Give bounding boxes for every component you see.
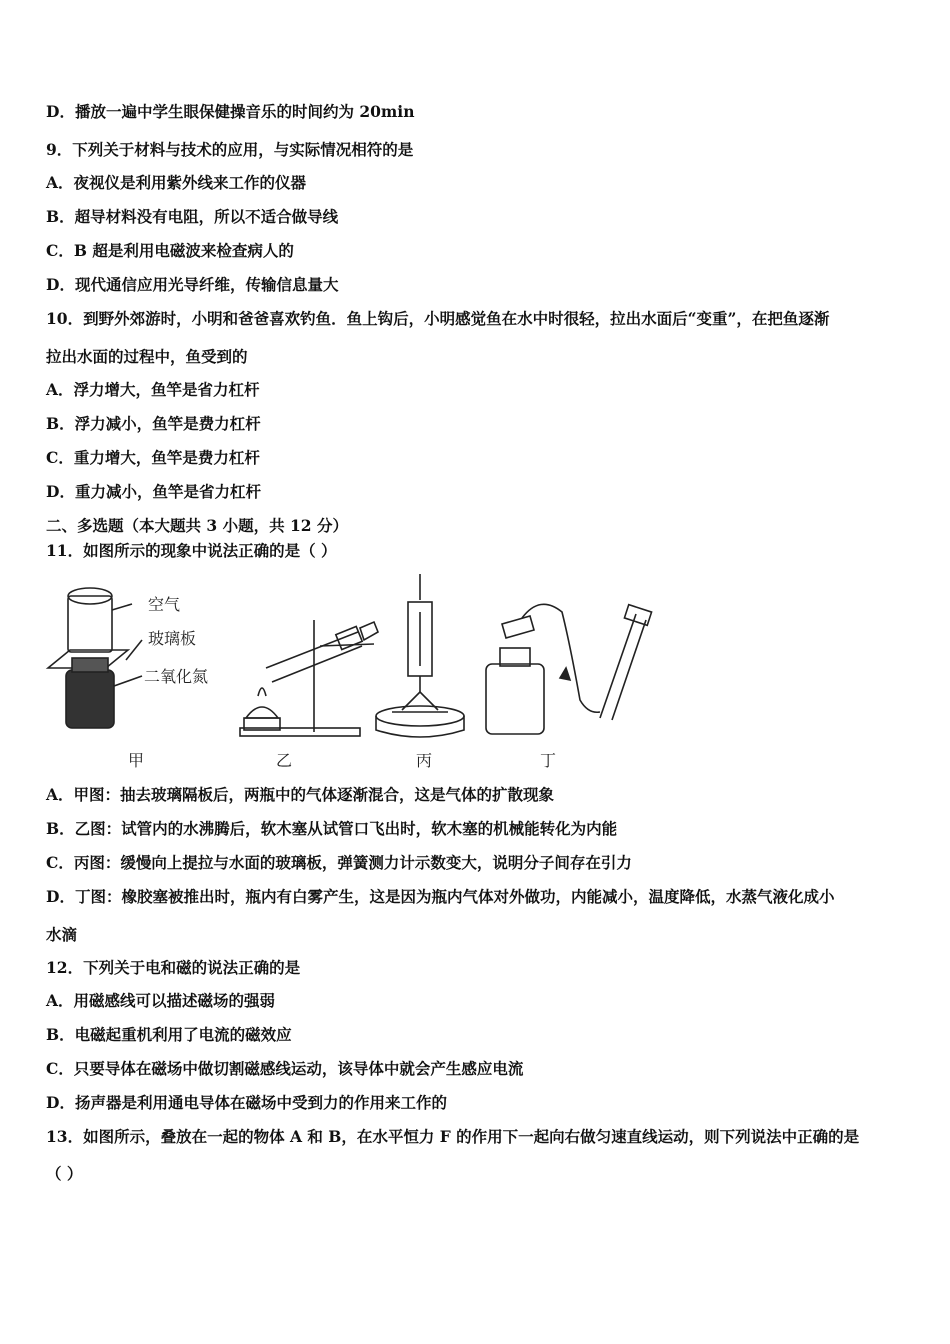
q10-stem-line2: 拉出水面的过程中，鱼受到的 [46,347,248,366]
label-no2: 二氧化氮 [144,667,209,686]
q12-option-a: A．用磁感线可以描述磁场的强弱 [46,991,276,1010]
q9-stem: 9．下列关于材料与技术的应用，与实际情况相符的是 [46,140,414,159]
caption-bing: 丙 [416,751,433,770]
caption-ding: 丁 [540,751,557,770]
cork [360,622,378,640]
q12-option-b: B．电磁起重机利用了电流的磁效应 [46,1025,292,1044]
water-dish [376,706,464,726]
q11-option-a: A．甲图：抽去玻璃隔板后，两瓶中的气体逐渐混合，这是气体的扩散现象 [46,785,555,804]
q8-option-d: D．播放一遍中学生眼保健操音乐的时间约为 20min [46,102,415,121]
caption-jia: 甲 [128,751,145,770]
q11-stem: 11．如图所示的现象中说法正确的是（ ） [46,541,337,560]
label-air: 空气 [148,595,181,614]
q9-option-c: C．B 超是利用电磁波来检查病人的 [46,241,294,260]
q11-option-d-line1: D．丁图：橡胶塞被推出时，瓶内有白雾产生，这是因为瓶内气体对外做功，内能减小，温度降低，水蒸气液化成小 [46,887,835,906]
q10-option-d: D．重力减小，鱼竿是省力杠杆 [46,482,261,501]
alcohol-burner [246,707,278,718]
q12-stem: 12．下列关于电和磁的说法正确的是 [46,958,301,977]
q12-option-c: C．只要导体在磁场中做切割磁感线运动，该导体中就会产生感应电流 [46,1059,524,1078]
label-glass-plate: 玻璃板 [148,629,197,648]
q10-option-a: A．浮力增大，鱼竿是省力杠杆 [46,380,260,399]
flame [258,688,266,696]
q10-option-c: C．重力增大，鱼竿是费力杠杆 [46,448,260,467]
q11-figure [40,568,680,778]
q11-option-b: B．乙图：试管内的水沸腾后，软木塞从试管口飞出时，软木塞的机械能转化为内能 [46,819,618,838]
rubber-stopper [502,616,534,638]
caption-yi: 乙 [276,751,293,770]
q13-stem: 13．如图所示，叠放在一起的物体 A 和 B，在水平恒力 F 的作用下一起向右做匀速直线运动，则下列说法中正确的是 [46,1127,860,1146]
q11-option-d-line2: 水滴 [46,925,78,944]
test-tube [266,632,358,668]
section-heading: 二、多选题（本大题共 3 小题，共 12 分） [46,516,348,535]
pump-tube [522,604,600,712]
q10-stem-line1: 10．到野外郊游时，小明和爸爸喜欢钓鱼．鱼上钩后，小明感觉鱼在水中时很轻，拉出水面后“变重”，在把鱼逐渐 [46,309,830,328]
jar-no2 [66,670,114,728]
q10-option-b: B．浮力减小，鱼竿是费力杠杆 [46,414,261,433]
q9-option-b: B．超导材料没有电阻，所以不适合做导线 [46,207,339,226]
q12-option-d: D．扬声器是利用通电导体在磁场中受到力的作用来工作的 [46,1093,447,1112]
q9-option-d: D．现代通信应用光导纤维，传输信息量大 [46,275,339,294]
q9-option-a: A．夜视仪是利用紫外线来工作的仪器 [46,173,307,192]
q13-answer-blank: （ ） [46,1164,83,1183]
bottle [486,664,544,734]
q11-option-c: C．丙图：缓慢向上提拉与水面的玻璃板，弹簧测力计示数变大，说明分子间存在引力 [46,853,632,872]
